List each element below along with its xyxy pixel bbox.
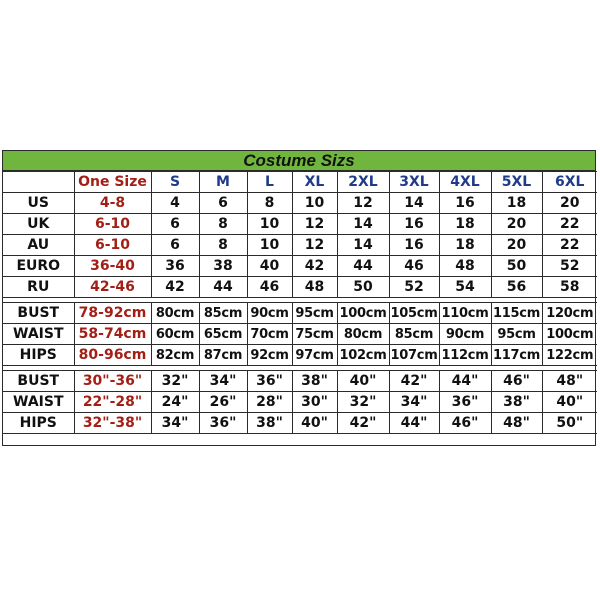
size-value: 50 (337, 277, 389, 298)
size-value: 4 (151, 193, 199, 214)
size-value: 44 (337, 256, 389, 277)
one-size-value: 32"-38" (74, 413, 151, 434)
size-value: 50 (491, 256, 542, 277)
size-value: 48 (439, 256, 491, 277)
size-value: 122cm (542, 345, 597, 366)
row-label: BUST (3, 303, 74, 324)
header-size-4xl: 4XL (439, 172, 491, 193)
size-value: 16 (389, 235, 439, 256)
size-value: 22 (542, 235, 597, 256)
one-size-value: 80-96cm (74, 345, 151, 366)
size-value: 38" (247, 413, 292, 434)
size-value: 34" (199, 371, 247, 392)
size-value: 52 (542, 256, 597, 277)
table-row (3, 392, 597, 413)
size-value: 12 (337, 193, 389, 214)
size-value: 80cm (337, 324, 389, 345)
size-value: 90cm (439, 324, 491, 345)
size-value: 52 (389, 277, 439, 298)
size-value: 56 (491, 277, 542, 298)
size-value: 40 (247, 256, 292, 277)
size-value: 38" (491, 392, 542, 413)
header-size-6xl: 6XL (542, 172, 597, 193)
size-value: 18 (439, 235, 491, 256)
size-value: 90cm (247, 303, 292, 324)
size-value: 54 (439, 277, 491, 298)
table-row (3, 413, 597, 434)
size-value: 82cm (151, 345, 199, 366)
size-value: 75cm (292, 324, 337, 345)
size-value: 42 (151, 277, 199, 298)
size-value: 8 (199, 235, 247, 256)
size-value: 110cm (439, 303, 491, 324)
size-value: 34" (389, 392, 439, 413)
size-value: 24" (151, 392, 199, 413)
row-label: US (3, 193, 74, 214)
size-value: 18 (439, 214, 491, 235)
size-value: 112cm (439, 345, 491, 366)
header-size-5xl: 5XL (491, 172, 542, 193)
size-value: 46 (389, 256, 439, 277)
size-value: 12 (292, 235, 337, 256)
size-value: 14 (337, 214, 389, 235)
header-size-xl: XL (292, 172, 337, 193)
size-value: 48" (542, 371, 597, 392)
size-value: 38" (292, 371, 337, 392)
size-value: 26" (199, 392, 247, 413)
table-row (3, 193, 597, 214)
table-row (3, 324, 597, 345)
size-chart (2, 150, 596, 446)
one-size-value: 6-10 (74, 235, 151, 256)
size-value: 40" (542, 392, 597, 413)
size-value: 36" (199, 413, 247, 434)
size-value: 14 (389, 193, 439, 214)
size-value: 95cm (292, 303, 337, 324)
row-label: RU (3, 277, 74, 298)
size-value: 20 (491, 235, 542, 256)
row-label: HIPS (3, 413, 74, 434)
table-row (3, 256, 597, 277)
size-value: 85cm (199, 303, 247, 324)
size-value: 44" (389, 413, 439, 434)
size-value: 34" (151, 413, 199, 434)
size-value: 44 (199, 277, 247, 298)
size-value: 60cm (151, 324, 199, 345)
size-value: 36" (439, 392, 491, 413)
size-value: 42" (389, 371, 439, 392)
size-value: 65cm (199, 324, 247, 345)
size-value: 40" (337, 371, 389, 392)
size-value: 32" (151, 371, 199, 392)
header-row (3, 172, 597, 193)
size-value: 10 (292, 193, 337, 214)
row-label: WAIST (3, 392, 74, 413)
size-value: 107cm (389, 345, 439, 366)
size-value: 10 (247, 235, 292, 256)
size-value: 42 (292, 256, 337, 277)
header-empty-cell (3, 172, 74, 193)
header-size-s: S (151, 172, 199, 193)
size-value: 8 (199, 214, 247, 235)
chart-title: Costume Sizs (3, 151, 595, 171)
size-value: 95cm (491, 324, 542, 345)
size-value: 117cm (491, 345, 542, 366)
table-row (3, 235, 597, 256)
one-size-value: 42-46 (74, 277, 151, 298)
one-size-value: 22"-28" (74, 392, 151, 413)
one-size-value: 6-10 (74, 214, 151, 235)
row-label: UK (3, 214, 74, 235)
size-value: 42" (337, 413, 389, 434)
size-value: 20 (491, 214, 542, 235)
size-value: 18 (491, 193, 542, 214)
table-row (3, 303, 597, 324)
size-value: 16 (439, 193, 491, 214)
header-one-size: One Size (74, 172, 151, 193)
size-value: 115cm (491, 303, 542, 324)
size-value: 48" (491, 413, 542, 434)
one-size-value: 4-8 (74, 193, 151, 214)
size-value: 28" (247, 392, 292, 413)
size-value: 100cm (337, 303, 389, 324)
one-size-value: 78-92cm (74, 303, 151, 324)
size-value: 58 (542, 277, 597, 298)
one-size-value: 36-40 (74, 256, 151, 277)
size-value: 46" (491, 371, 542, 392)
size-value: 10 (247, 214, 292, 235)
size-value: 36" (247, 371, 292, 392)
size-value: 80cm (151, 303, 199, 324)
size-value: 38 (199, 256, 247, 277)
size-table-body (3, 172, 597, 434)
size-value: 100cm (542, 324, 597, 345)
size-value: 46 (247, 277, 292, 298)
size-value: 6 (151, 214, 199, 235)
one-size-value: 58-74cm (74, 324, 151, 345)
table-row (3, 214, 597, 235)
size-value: 50" (542, 413, 597, 434)
one-size-value: 30"-36" (74, 371, 151, 392)
size-value: 85cm (389, 324, 439, 345)
size-value: 44" (439, 371, 491, 392)
size-value: 105cm (389, 303, 439, 324)
row-label: WAIST (3, 324, 74, 345)
size-value: 14 (337, 235, 389, 256)
size-value: 8 (247, 193, 292, 214)
header-size-2xl: 2XL (337, 172, 389, 193)
size-value: 6 (199, 193, 247, 214)
size-value: 36 (151, 256, 199, 277)
size-value: 48 (292, 277, 337, 298)
table-row (3, 345, 597, 366)
table-row (3, 277, 597, 298)
size-value: 12 (292, 214, 337, 235)
header-size-3xl: 3XL (389, 172, 439, 193)
size-value: 32" (337, 392, 389, 413)
row-label: AU (3, 235, 74, 256)
size-value: 120cm (542, 303, 597, 324)
size-value: 87cm (199, 345, 247, 366)
size-table (3, 171, 597, 434)
row-label: BUST (3, 371, 74, 392)
size-value: 22 (542, 214, 597, 235)
table-row (3, 371, 597, 392)
size-value: 70cm (247, 324, 292, 345)
header-size-m: M (199, 172, 247, 193)
size-value: 102cm (337, 345, 389, 366)
size-value: 92cm (247, 345, 292, 366)
size-value: 16 (389, 214, 439, 235)
size-value: 30" (292, 392, 337, 413)
size-value: 20 (542, 193, 597, 214)
row-label: HIPS (3, 345, 74, 366)
size-value: 40" (292, 413, 337, 434)
size-value: 97cm (292, 345, 337, 366)
size-value: 6 (151, 235, 199, 256)
header-size-l: L (247, 172, 292, 193)
row-label: EURO (3, 256, 74, 277)
size-value: 46" (439, 413, 491, 434)
